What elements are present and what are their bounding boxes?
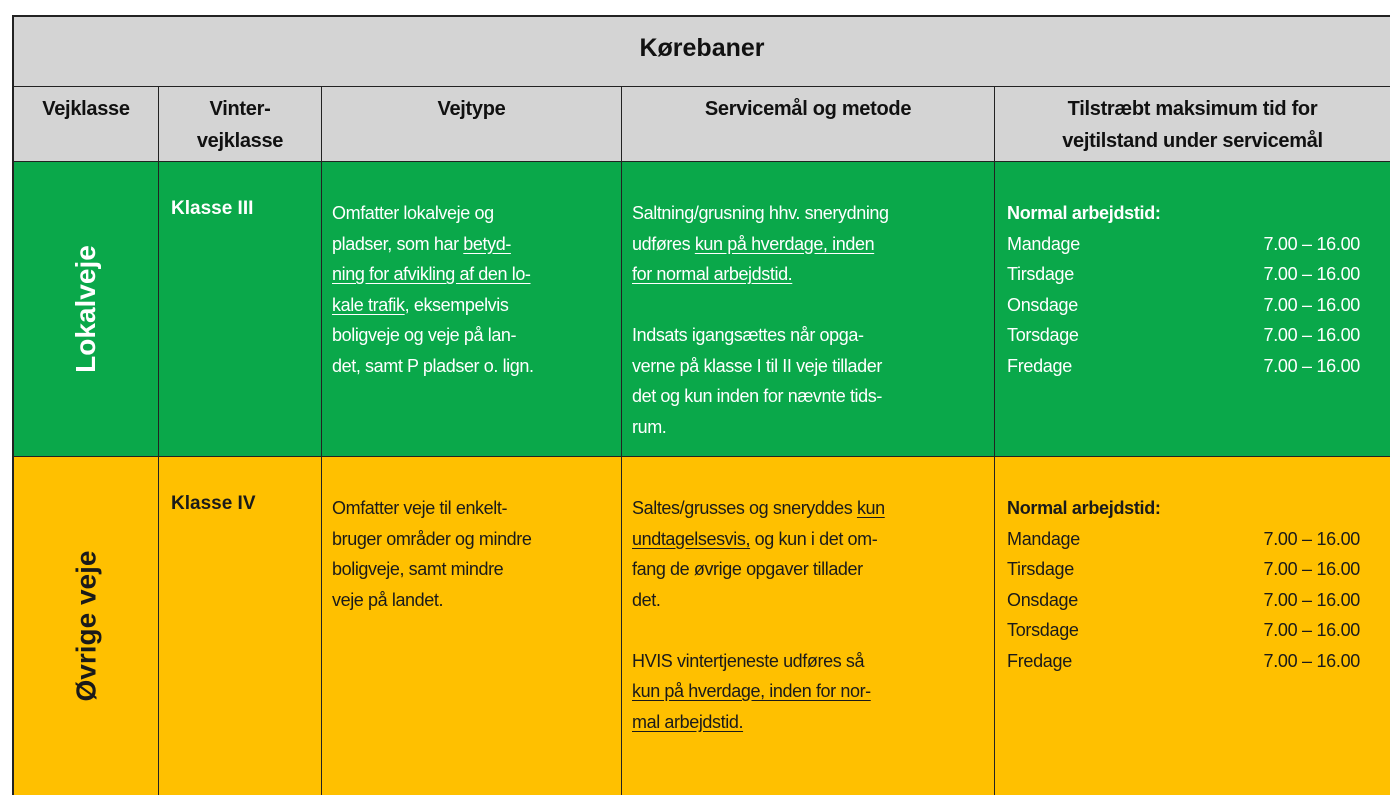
underlined-text: kun på hverdage, inden [694,233,875,254]
text-line [632,351,986,382]
underlined-text: undtagelsesvis, [632,528,751,549]
row-lokalveje-schedule [995,162,1390,457]
row-ovrige-schedule [995,457,1390,795]
text: det, samt P pladser o. lign. [332,355,534,376]
text: udføres [632,233,695,254]
row-ovrige-vinterklasse: Klasse IV [159,457,322,795]
text: Saltning/grusning hhv. snerydning [632,203,889,223]
text-line [332,259,613,290]
schedule-row [1007,615,1360,646]
table-title: Kørebaner [14,17,1390,87]
text-line [632,290,986,321]
schedule-day: Mandage [1007,233,1080,254]
vejklasse-label: Lokalveje [69,245,101,373]
schedule-day: Onsdage [1007,589,1078,610]
text-line [632,320,986,351]
text-line [632,229,986,260]
text: Omfatter lokalveje og [332,203,494,223]
schedule-row [1007,524,1360,555]
underlined-text: for normal arbejdstid. [632,264,793,284]
schedule-day: Onsdage [1007,294,1078,315]
schedule-time: 7.00 – 16.00 [1263,294,1360,315]
korebaner-table [12,15,1390,795]
text: Indsats igangsættes når opga- [632,325,864,345]
schedule-day: Tirsdage [1007,264,1074,284]
text: veje på landet. [332,589,444,610]
text-line [332,229,613,260]
text: boligveje, samt mindre [332,559,504,579]
text-line [332,198,613,229]
schedule-time: 7.00 – 16.00 [1263,355,1360,376]
schedule-row [1007,351,1360,382]
schedule-day: Fredage [1007,650,1072,671]
row-lokalveje-vejtype [322,162,622,457]
underlined-text: kale trafik [332,294,405,315]
underlined-text: mal arbejdstid. [632,711,744,732]
header-maksimum-tid: Tilstræbt maksimum tid for vejtilstand under servicemål [995,87,1390,162]
text-line [632,615,986,646]
text-line [632,554,986,585]
text-line [332,554,613,585]
schedule-time: 7.00 – 16.00 [1263,559,1360,579]
text: boligveje og veje på lan- [332,325,517,345]
underlined-text: ning for afvikling af den lo- [332,264,531,284]
row-ovrige-service [622,457,995,795]
text: fang de øvrige opgaver tillader [632,559,863,579]
text: det. [632,589,661,610]
text: , eksempelvis [404,294,509,315]
schedule-row [1007,229,1360,260]
schedule-time: 7.00 – 16.00 [1263,589,1360,610]
schedule-row [1007,259,1360,290]
header-servicemaal: Servicemål og metode [622,87,995,162]
header-vejtype: Vejtype [322,87,622,162]
text: Saltes/grusses og sneryddes [632,498,857,518]
text-line [332,585,613,616]
schedule-time: 7.00 – 16.00 [1263,325,1360,345]
text-line [632,493,986,524]
row-lokalveje-service [622,162,995,457]
text-line [632,646,986,677]
text-line [632,381,986,412]
text-line [632,198,986,229]
row-lokalveje-vejklasse [14,162,159,457]
schedule-day: Tirsdage [1007,559,1074,579]
schedule-day: Torsdage [1007,620,1079,640]
text-line [332,351,613,382]
text-line [632,259,986,290]
schedule-row [1007,554,1360,585]
schedule-time: 7.00 – 16.00 [1263,620,1360,640]
schedule-time: 7.00 – 16.00 [1263,528,1360,549]
text-line [632,707,986,738]
schedule-time: 7.00 – 16.00 [1263,233,1360,254]
text-line [332,493,613,524]
text-line [332,320,613,351]
schedule-heading: Normal arbejdstid: [1007,203,1161,223]
text: og kun i det om- [750,528,878,549]
text: Omfatter veje til enkelt- [332,498,508,518]
schedule-day: Mandage [1007,528,1080,549]
schedule-day: Fredage [1007,355,1072,376]
text-line [632,524,986,555]
schedule-time: 7.00 – 16.00 [1263,264,1360,284]
text-line [332,290,613,321]
text: rum. [632,416,667,437]
schedule-heading: Normal arbejdstid: [1007,498,1161,518]
schedule-row [1007,585,1360,616]
schedule-time: 7.00 – 16.00 [1263,650,1360,671]
text: det og kun inden for nævnte tids- [632,386,882,406]
row-lokalveje-vinterklasse: Klasse III [159,162,322,457]
text-line [632,412,986,443]
schedule-row [1007,646,1360,677]
schedule-day: Torsdage [1007,325,1079,345]
underlined-text: betyd- [463,233,511,254]
text: bruger områder og mindre [332,528,532,549]
vejklasse-label: Øvrige veje [70,550,102,702]
row-ovrige-vejtype [322,457,622,795]
row-ovrige-vejklasse [14,457,159,795]
text: verne på klasse I til II veje tillader [632,355,882,376]
header-vintervejklasse: Vinter- vejklasse [159,87,322,162]
text-line [632,676,986,707]
schedule-row [1007,290,1360,321]
header-vejklasse: Vejklasse [14,87,159,162]
underlined-text: kun på hverdage, inden for nor- [632,681,871,701]
text-line [632,585,986,616]
text-line [332,524,613,555]
text: HVIS vintertjeneste udføres så [632,650,865,671]
underlined-text: kun [856,498,885,518]
text: pladser, som har [332,233,464,254]
schedule-row [1007,320,1360,351]
